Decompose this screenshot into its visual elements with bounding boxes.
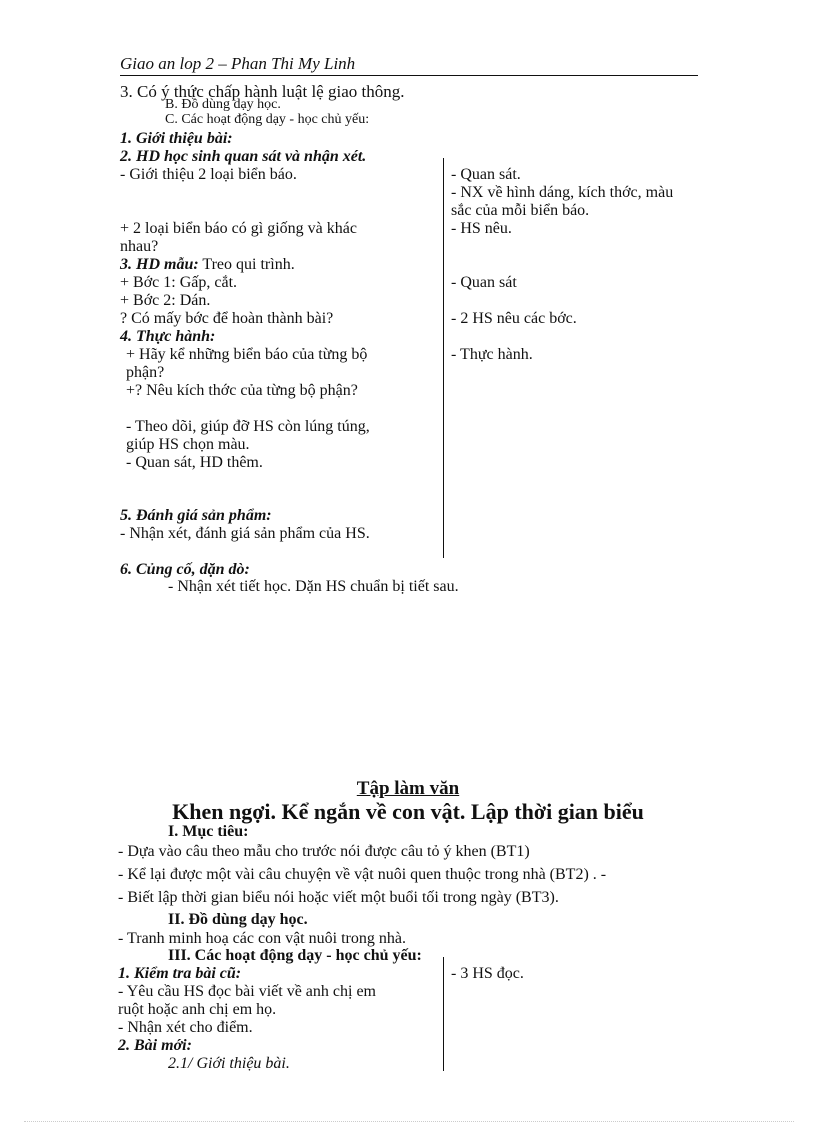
teacher-line-3: + Bớc 1: Gấp, cắt. <box>120 274 238 291</box>
goal-3: 3. Có ý thức chấp hành luật lệ giao thông. <box>120 82 405 101</box>
heading-practice: 4. Thực hành: <box>120 328 216 345</box>
teacher-line-11: - Nhận xét tiết học. Dặn HS chuẩn bị tiết sau. <box>168 578 459 595</box>
teacher-line-7: +? Nêu kích thớc của từng bộ phận? <box>126 382 358 399</box>
teacher-line-5: ? Có mấy bớc để hoàn thành bài? <box>120 310 334 327</box>
section-c: C. Các hoạt động dạy - học chủ yếu: <box>165 112 370 127</box>
objective-2: - Kể lại được một vài câu chuyện về vật nuôi quen thuộc trong nhà (BT2) . - <box>118 866 607 883</box>
teacher-line-4: + Bớc 2: Dán. <box>120 292 211 309</box>
student-line-5: - 2 HS nêu các bớc. <box>451 310 577 327</box>
column-divider <box>443 158 444 558</box>
student-line-6: - Thực hành. <box>451 346 533 363</box>
objective-1: - Dựa vào câu theo mẫu cho trước nói được câu tỏ ý khen (BT1) <box>118 843 530 860</box>
heading-activities: III. Các hoạt động dạy - học chủ yếu: <box>168 947 422 964</box>
page-bottom-edge <box>24 1121 794 1122</box>
heading-wrapup: 6. Củng cố, dặn dò: <box>120 561 250 578</box>
document-header: Giao an lop 2 – Phan Thi My Linh <box>120 54 356 73</box>
heading-new-lesson: 2. Bài mới: <box>118 1037 192 1054</box>
heading-objectives: I. Mục tiêu: <box>168 823 249 840</box>
teacher-line-9: - Quan sát, HD thêm. <box>126 454 263 471</box>
teacher-line-2a: + 2 loại biển báo có gì giống và khác <box>120 220 357 237</box>
teacher-line-6b: phận? <box>126 364 165 381</box>
lesson-title: Khen ngợi. Kể ngắn về con vật. Lập thời gian biểu <box>172 799 644 824</box>
section-b: B. Đồ dùng dạy học. <box>165 97 281 112</box>
teacher-line-8a: - Theo dõi, giúp đỡ HS còn lúng túng, <box>126 418 370 435</box>
teacher-line-8b: giúp HS chọn màu. <box>126 436 250 453</box>
heading-observe: 2. HD học sinh quan sát và nhận xét. <box>120 148 367 165</box>
materials-1: - Tranh minh hoạ các con vật nuôi trong nhà. <box>118 930 406 947</box>
teacher-line-6a: + Hãy kể những biển báo của từng bộ <box>126 346 368 363</box>
column-divider-2 <box>443 957 444 1071</box>
review-line-2: - Nhận xét cho điểm. <box>118 1019 253 1036</box>
heading-model <box>120 256 295 273</box>
heading-evaluate: 5. Đánh giá sản phẩm: <box>120 507 272 524</box>
student-read: - 3 HS đọc. <box>451 965 524 982</box>
teacher-line-10: - Nhận xét, đánh giá sản phẩm của HS. <box>120 525 370 542</box>
heading-materials: II. Đồ dùng dạy học. <box>168 911 308 928</box>
heading-model-label: 3. HD mẫu: <box>120 256 199 273</box>
heading-review: 1. Kiểm tra bài cũ: <box>118 965 242 982</box>
heading-model-rest: Treo qui trình. <box>198 256 295 273</box>
student-line-1: - Quan sát. <box>451 166 521 183</box>
student-line-2b: sắc của mỗi biển báo. <box>451 202 590 219</box>
student-line-2a: - NX về hình dáng, kích thớc, màu <box>451 184 674 201</box>
objective-3: - Biết lập thời gian biểu nói hoặc viết một buổi tối trong ngày (BT3). <box>118 889 559 906</box>
heading-intro: 1. Giới thiệu bài: <box>120 130 233 147</box>
review-line-1a: - Yêu cầu HS đọc bài viết về anh chị em <box>118 983 376 1000</box>
review-line-1b: ruột hoặc anh chị em họ. <box>118 1001 277 1018</box>
student-line-4: - Quan sát <box>451 274 517 291</box>
student-line-3: - HS nêu. <box>451 220 512 237</box>
teacher-line-1: - Giới thiệu 2 loại biển báo. <box>120 166 297 183</box>
new-lesson-intro: 2.1/ Giới thiệu bài. <box>168 1055 290 1072</box>
teacher-line-2b: nhau? <box>120 238 159 255</box>
header-rule <box>120 75 698 76</box>
subject-title: Tập làm văn <box>356 778 460 799</box>
